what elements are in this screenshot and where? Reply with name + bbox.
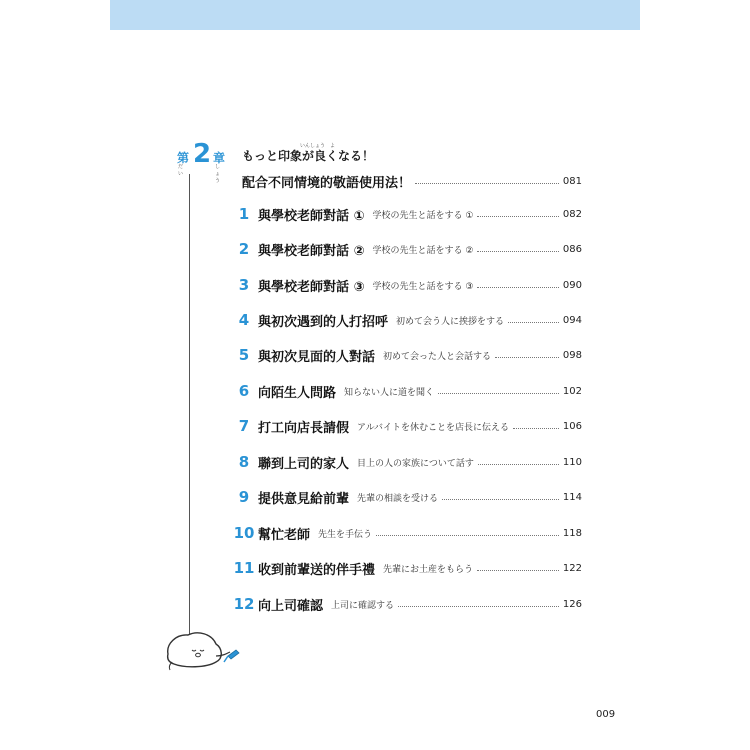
dot-leader [442,499,559,500]
chapter-subtitle: もっと印象が良くなる！ [242,149,375,163]
entry-title-jp: 学校の先生と話をする ③ [372,281,474,292]
entry-page-number: 122 [562,562,582,574]
entry-title-zh: 向陌生人問路 [258,385,337,401]
entry-number: 9 [238,488,250,506]
entry-number: 2 [238,240,250,258]
entry-page-number: 118 [562,527,582,539]
entry-page-number: 094 [562,314,582,326]
entry-title-jp: 上司に確認する [331,600,395,611]
entry-page-number: 126 [562,598,582,610]
entry-page-number: 102 [562,385,582,397]
subtitle-ruby-insho: いんしょう [300,143,326,149]
entry-number: 11 [233,559,255,577]
dot-leader [495,357,559,358]
entry-title-jp: 初めて会う人に挨拶をする [396,316,505,327]
dot-leader [477,251,558,252]
entry-number: 4 [238,311,250,329]
entry-title-jp: 先生を手伝う [318,529,373,540]
entry-page-number: 090 [562,279,582,291]
entry-number: 10 [233,524,255,542]
entry-page-number: 082 [562,208,582,220]
dot-leader [376,535,559,536]
dot-leader [398,606,559,607]
toc-entry[interactable] [232,593,582,615]
dot-leader [508,322,559,323]
chapter-number: 2 [193,139,212,169]
entry-number: 7 [238,417,250,435]
subtitle-ruby-yo: よ [330,143,336,149]
chapter-zhang: 章 [213,151,226,165]
entry-title-jp: 目上の人の家族について話す [357,458,474,469]
entry-title-jp: 先輩の相談を受ける [357,493,439,504]
entry-number: 8 [238,453,250,471]
chapter-ruby-dai: だい [178,164,184,177]
entry-title-zh: 幫忙老師 [258,527,311,543]
entry-page-number: 098 [562,349,582,361]
entry-page-number: 106 [562,420,582,432]
entry-number: 5 [238,346,250,364]
entry-page-number: 114 [562,491,582,503]
toc-entry[interactable] [232,522,582,544]
entry-number: 6 [238,382,250,400]
entry-title-zh: 與初次遇到的人打招呼 [258,314,389,330]
entry-title-jp: 初めて会った人と会話する [383,351,492,362]
sleeping-ghost-mascot-icon [162,626,242,672]
chapter-di: 第 [177,151,190,165]
entry-number: 1 [238,205,250,223]
entry-title-zh: 收到前輩送的伴手禮 [258,562,376,578]
entry-title-zh: 與學校老師對話 ③ [258,279,365,295]
dot-leader [513,428,559,429]
dot-leader [477,216,558,217]
toc-entry[interactable] [232,380,582,402]
toc-entry[interactable] [232,344,582,366]
toc-entry[interactable] [232,557,582,579]
entry-title-jp: アルバイトを休むことを店長に伝える [357,422,510,433]
entry-number: 3 [238,276,250,294]
entry-title-zh: 打工向店長請假 [258,420,350,436]
entry-page-number: 110 [562,456,582,468]
dot-leader [478,464,559,465]
entry-title-jp: 学校の先生と話をする ① [372,210,474,221]
dot-leader [477,287,558,288]
entry-title-jp: 知らない人に道を聞く [344,387,435,398]
toc-entry[interactable] [232,309,582,331]
entry-title-zh: 聯到上司的家人 [258,456,350,472]
entry-title-zh: 與學校老師對話 ① [258,208,365,224]
entry-title-zh: 與初次見面的人對話 [258,349,376,365]
chapter-page-number: 081 [562,175,582,187]
toc-entry[interactable] [232,274,582,296]
entry-title-zh: 提供意見給前輩 [258,491,350,507]
toc-entry[interactable] [232,486,582,508]
entry-number: 12 [233,595,255,613]
chapter-ruby-shou: しょう [215,164,221,184]
page-number: 009 [596,709,616,720]
entry-title-jp: 先輩にお土産をもらう [383,564,474,575]
chapter-title: 配合不同情境的敬語使用法！ [242,175,412,191]
toc-entry[interactable] [232,415,582,437]
entry-title-jp: 学校の先生と話をする ② [372,245,474,256]
dot-leader [438,393,559,394]
toc-entry[interactable] [232,203,582,225]
entry-page-number: 086 [562,243,582,255]
entry-title-zh: 向上司確認 [258,598,324,614]
dot-leader [477,570,559,571]
entry-title-zh: 與學校老師對話 ② [258,243,365,259]
toc-entry[interactable] [232,451,582,473]
toc-entry[interactable] [232,238,582,260]
